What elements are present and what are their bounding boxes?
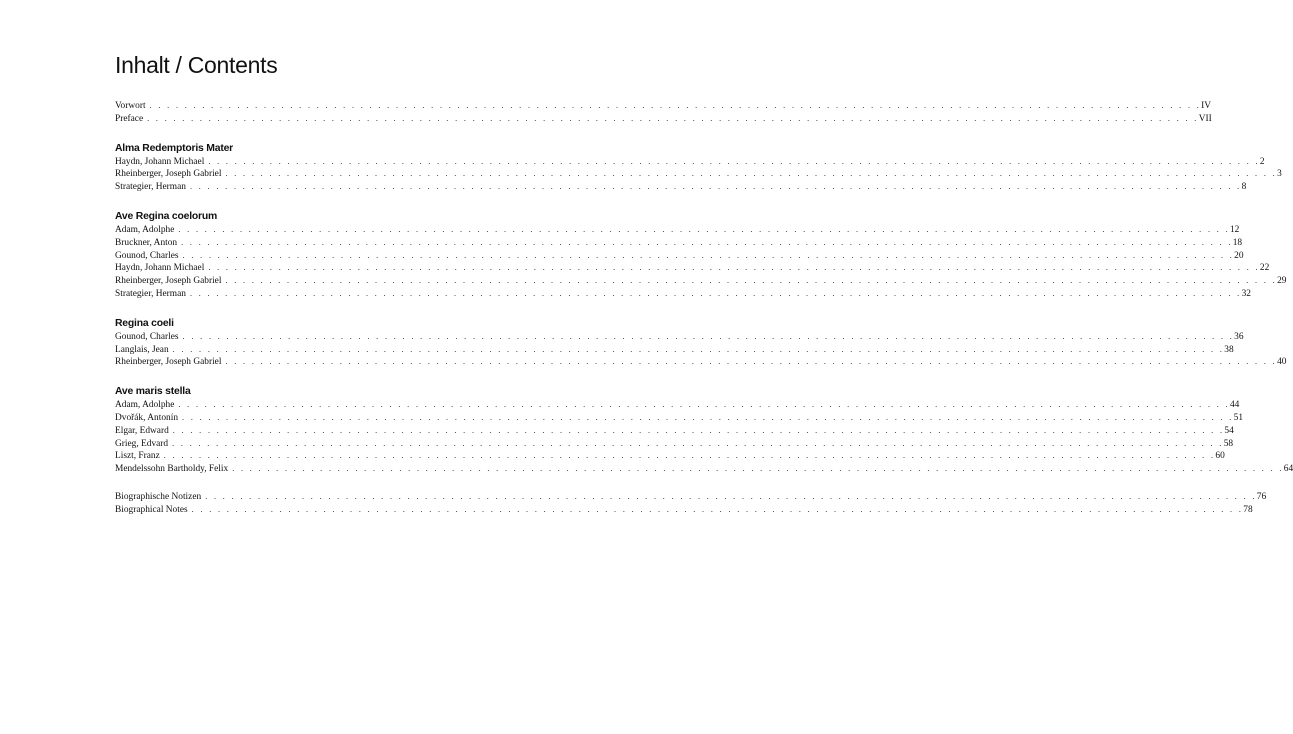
entry-page-number: 29 — [1277, 276, 1287, 287]
entry-page-number: 38 — [1224, 344, 1234, 355]
toc-entry — [115, 288, 1251, 301]
entry-name: Biographische Notizen — [115, 491, 202, 502]
entry-name: Mendelssohn Bartholdy, Felix — [115, 464, 229, 475]
dot-leader: . . . . . . . . . . . . . . . . . . . . . . . . . . . . . . . . . . . . . . . . . . . . . . . . . . . . . . . . . . . . . . . . . . . . . . . . . . . . . . . . . . . . . . . . . . . . . . . . . . . . . . . . . . . . . . . . . . . . . . . . — [172, 438, 1224, 448]
dot-leader: . . . . . . . . . . . . . . . . . . . . . . . . . . . . . . . . . . . . . . . . . . . . . . . . . . . . . . . . . . . . . . . . . . . . . . . . . . . . . . . . . . . . . . . . . . . . . . . . . . . . . . . . . . . . . . . . . . . . . . . . — [189, 288, 1242, 298]
entry-name: Adam, Adolphe — [115, 224, 175, 235]
toc-section — [115, 316, 1287, 369]
toc-entry — [115, 237, 1243, 250]
section-heading: Alma Redemptoris Mater — [115, 142, 234, 154]
toc-entry — [115, 504, 1253, 517]
entry-name: Bruckner, Anton — [115, 237, 178, 248]
dot-leader: . . . . . . . . . . . . . . . . . . . . . . . . . . . . . . . . . . . . . . . . . . . . . . . . . . . . . . . . . . . . . . . . . . . . . . . . . . . . . . . . . . . . . . . . . . . . . . . . . . . . . . . . . . . . . . . . . . . . . . . . — [232, 464, 1284, 474]
dot-leader: . . . . . . . . . . . . . . . . . . . . . . . . . . . . . . . . . . . . . . . . . . . . . . . . . . . . . . . . . . . . . . . . . . . . . . . . . . . . . . . . . . . . . . . . . . . . . . . . . . . . . . . . . . . . . . . . . . . . . . . . — [149, 101, 1202, 110]
dot-leader: . . . . . . . . . . . . . . . . . . . . . . . . . . . . . . . . . . . . . . . . . . . . . . . . . . . . . . . . . . . . . . . . . . . . . . . . . . . . . . . . . . . . . . . . . . . . . . . . . . . . . . . . . . . . . . . . . . . . . . . . — [191, 504, 1244, 514]
toc-section — [115, 141, 1282, 194]
dot-leader: . . . . . . . . . . . . . . . . . . . . . . . . . . . . . . . . . . . . . . . . . . . . . . . . . . . . . . . . . . . . . . . . . . . . . . . . . . . . . . . . . . . . . . . . . . . . . . . . . . . . . . . . . . . . . . . . . . . . . . . . — [182, 412, 1234, 422]
toc-section — [115, 384, 1293, 476]
entry-name: Rheinberger, Joseph Gabriel — [115, 276, 222, 287]
toc-entry — [115, 438, 1234, 451]
entry-name: Dvořák, Antonín — [115, 412, 179, 423]
entry-name: Grieg, Edvard — [115, 438, 169, 449]
entry-name: Biographical Notes — [115, 504, 188, 515]
entry-name: Langlais, Jean — [115, 344, 169, 355]
entry-page-number: 18 — [1232, 237, 1243, 248]
dot-leader: . . . . . . . . . . . . . . . . . . . . . . . . . . . . . . . . . . . . . . . . . . . . . . . . . . . . . . . . . . . . . . . . . . . . . . . . . . . . . . . . . . . . . . . . . . . . . . . . . . . . . . . . . . . . . . . . . . . . . . . . — [163, 451, 1216, 461]
toc-section — [115, 209, 1287, 301]
dot-leader: . . . . . . . . . . . . . . . . . . . . . . . . . . . . . . . . . . . . . . . . . . . . . . . . . . . . . . . . . . . . . . . . . . . . . . . . . . . . . . . . . . . . . . . . . . . . . . . . . . . . . . . . . . . . . . . . . . . . . . . . — [181, 237, 1233, 247]
entry-name: Adam, Adolphe — [115, 400, 175, 411]
entry-page-number: 2 — [1259, 156, 1265, 167]
toc-entry — [115, 156, 1265, 169]
section-heading: Ave Regina coelorum — [115, 210, 218, 222]
entry-page-number: 20 — [1234, 250, 1244, 261]
toc-section — [115, 100, 1212, 126]
entry-page-number: 54 — [1224, 425, 1234, 436]
dot-leader: . . . . . . . . . . . . . . . . . . . . . . . . . . . . . . . . . . . . . . . . . . . . . . . . . . . . . . . . . . . . . . . . . . . . . . . . . . . . . . . . . . . . . . . . . . . . . . . . . . . . . . . . . . . . . . . . . . . . . . . . — [182, 250, 1235, 260]
entry-name: Strategier, Herman — [115, 288, 186, 299]
entry-page-number: 32 — [1241, 288, 1251, 299]
section-heading: Ave maris stella — [115, 386, 191, 398]
toc-entry — [115, 450, 1225, 463]
toc-entry — [115, 275, 1287, 288]
section-heading: Regina coeli — [115, 317, 174, 329]
entry-page-number: 12 — [1229, 224, 1240, 235]
toc-entry — [115, 491, 1267, 504]
dot-leader: . . . . . . . . . . . . . . . . . . . . . . . . . . . . . . . . . . . . . . . . . . . . . . . . . . . . . . . . . . . . . . . . . . . . . . . . . . . . . . . . . . . . . . . . . . . . . . . . . . . . . . . . . . . . . . . . . . . . . . . . — [182, 331, 1235, 341]
toc-entry — [115, 412, 1243, 425]
entry-name: Rheinberger, Joseph Gabriel — [115, 357, 222, 368]
entry-name: Gounod, Charles — [115, 331, 179, 342]
entry-page-number: 76 — [1256, 491, 1267, 502]
toc-entry — [115, 224, 1240, 237]
dot-leader: . . . . . . . . . . . . . . . . . . . . . . . . . . . . . . . . . . . . . . . . . . . . . . . . . . . . . . . . . . . . . . . . . . . . . . . . . . . . . . . . . . . . . . . . . . . . . . . . . . . . . . . . . . . . . . . . . . . . . . . . — [205, 491, 1257, 501]
dot-leader: . . . . . . . . . . . . . . . . . . . . . . . . . . . . . . . . . . . . . . . . . . . . . . . . . . . . . . . . . . . . . . . . . . . . . . . . . . . . . . . . . . . . . . . . . . . . . . . . . . . . . . . . . . . . . . . . . . . . . . . . — [189, 182, 1242, 192]
dot-leader: . . . . . . . . . . . . . . . . . . . . . . . . . . . . . . . . . . . . . . . . . . . . . . . . . . . . . . . . . . . . . . . . . . . . . . . . . . . . . . . . . . . . . . . . . . . . . . . . . . . . . . . . . . . . . . . . . . . . . . . . — [225, 357, 1278, 367]
dot-leader: . . . . . . . . . . . . . . . . . . . . . . . . . . . . . . . . . . . . . . . . . . . . . . . . . . . . . . . . . . . . . . . . . . . . . . . . . . . . . . . . . . . . . . . . . . . . . . . . . . . . . . . . . . . . . . . . . . . . . . . . — [172, 344, 1225, 354]
entry-page-number: 60 — [1215, 451, 1225, 462]
toc-entry — [115, 250, 1244, 263]
toc-entry — [115, 463, 1293, 476]
entry-name: Vorwort — [115, 101, 146, 111]
page-title: Inhalt / Contents — [115, 52, 278, 78]
toc-entry — [115, 425, 1234, 438]
toc-section — [115, 491, 1267, 517]
entry-name: Preface — [115, 113, 144, 124]
entry-page-number: 40 — [1277, 357, 1287, 368]
entry-name: Liszt, Franz — [115, 451, 160, 462]
dot-leader: . . . . . . . . . . . . . . . . . . . . . . . . . . . . . . . . . . . . . . . . . . . . . . . . . . . . . . . . . . . . . . . . . . . . . . . . . . . . . . . . . . . . . . . . . . . . . . . . . . . . . . . . . . . . . . . . . . . . . . . . — [147, 113, 1199, 123]
toc-entry — [115, 100, 1212, 113]
toc-entry — [115, 399, 1240, 412]
entry-page-number: 8 — [1241, 182, 1247, 193]
toc-entry — [115, 331, 1244, 344]
toc-entry — [115, 262, 1270, 275]
entry-page-number: 64 — [1283, 464, 1293, 475]
dot-leader: . . . . . . . . . . . . . . . . . . . . . . . . . . . . . . . . . . . . . . . . . . . . . . . . . . . . . . . . . . . . . . . . . . . . . . . . . . . . . . . . . . . . . . . . . . . . . . . . . . . . . . . . . . . . . . . . . . . . . . . . — [225, 169, 1278, 179]
entry-page-number: 22 — [1259, 263, 1270, 274]
dot-leader: . . . . . . . . . . . . . . . . . . . . . . . . . . . . . . . . . . . . . . . . . . . . . . . . . . . . . . . . . . . . . . . . . . . . . . . . . . . . . . . . . . . . . . . . . . . . . . . . . . . . . . . . . . . . . . . . . . . . . . . . — [178, 400, 1230, 410]
entry-name: Rheinberger, Joseph Gabriel — [115, 169, 222, 180]
dot-leader: . . . . . . . . . . . . . . . . . . . . . . . . . . . . . . . . . . . . . . . . . . . . . . . . . . . . . . . . . . . . . . . . . . . . . . . . . . . . . . . . . . . . . . . . . . . . . . . . . . . . . . . . . . . . . . . . . . . . . . . . — [225, 276, 1278, 286]
toc-entry — [115, 181, 1247, 194]
toc-entry — [115, 168, 1282, 181]
toc-entry — [115, 344, 1234, 357]
dot-leader: . . . . . . . . . . . . . . . . . . . . . . . . . . . . . . . . . . . . . . . . . . . . . . . . . . . . . . . . . . . . . . . . . . . . . . . . . . . . . . . . . . . . . . . . . . . . . . . . . . . . . . . . . . . . . . . . . . . . . . . . — [172, 425, 1225, 435]
entry-page-number: 78 — [1243, 504, 1253, 515]
entry-name: Haydn, Johann Michael — [115, 156, 205, 167]
dot-leader: . . . . . . . . . . . . . . . . . . . . . . . . . . . . . . . . . . . . . . . . . . . . . . . . . . . . . . . . . . . . . . . . . . . . . . . . . . . . . . . . . . . . . . . . . . . . . . . . . . . . . . . . . . . . . . . . . . . . . . . . — [178, 224, 1230, 234]
entry-page-number: VII — [1198, 113, 1212, 124]
entry-page-number: 51 — [1233, 412, 1243, 423]
table-of-contents — [115, 100, 1293, 532]
toc-entry — [115, 356, 1287, 369]
entry-page-number: 36 — [1234, 331, 1244, 342]
entry-name: Haydn, Johann Michael — [115, 263, 205, 274]
entry-name: Strategier, Herman — [115, 182, 186, 193]
dot-leader: . . . . . . . . . . . . . . . . . . . . . . . . . . . . . . . . . . . . . . . . . . . . . . . . . . . . . . . . . . . . . . . . . . . . . . . . . . . . . . . . . . . . . . . . . . . . . . . . . . . . . . . . . . . . . . . . . . . . . . . . — [208, 263, 1260, 273]
entry-page-number: 3 — [1277, 169, 1282, 180]
entry-page-number: IV — [1201, 101, 1212, 111]
entry-name: Elgar, Edward — [115, 425, 169, 436]
dot-leader: . . . . . . . . . . . . . . . . . . . . . . . . . . . . . . . . . . . . . . . . . . . . . . . . . . . . . . . . . . . . . . . . . . . . . . . . . . . . . . . . . . . . . . . . . . . . . . . . . . . . . . . . . . . . . . . . . . . . . . . . — [208, 156, 1260, 166]
toc-entry — [115, 113, 1212, 126]
entry-name: Gounod, Charles — [115, 250, 179, 261]
entry-page-number: 44 — [1229, 400, 1240, 411]
entry-page-number: 58 — [1223, 438, 1234, 449]
